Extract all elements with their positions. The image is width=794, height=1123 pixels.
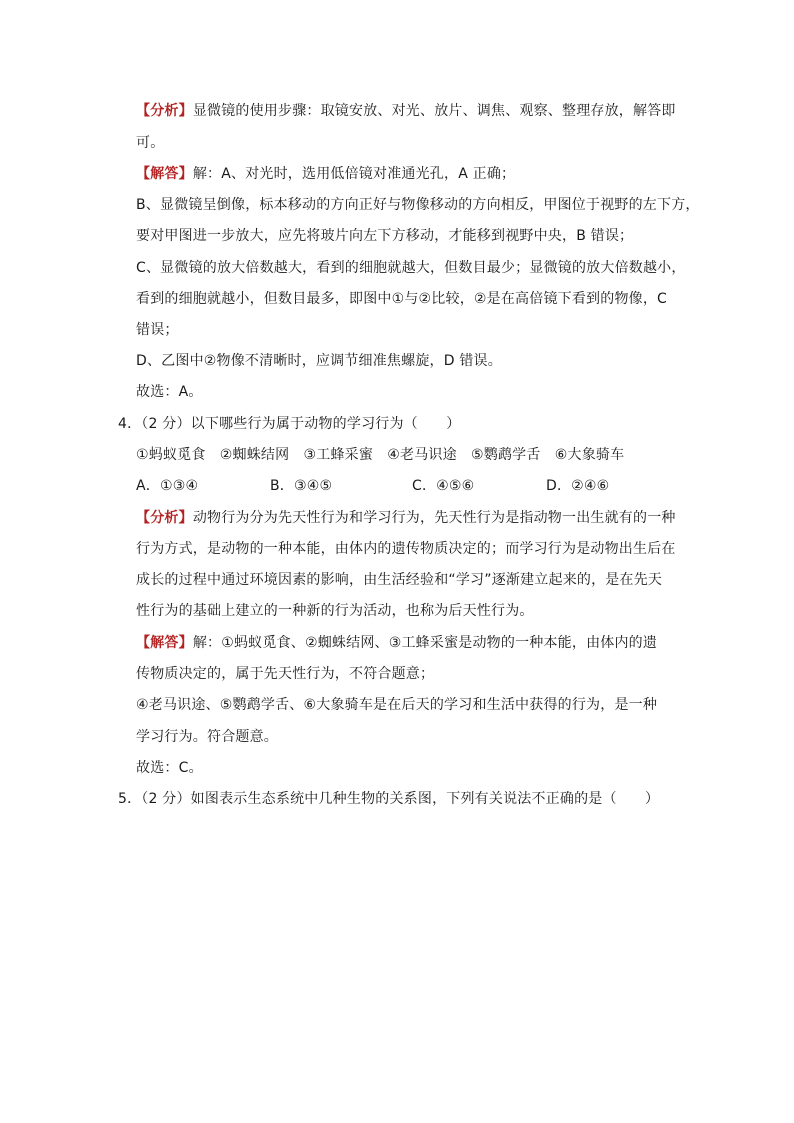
- q4-analysis-line-3: 成长的过程中通过环境因素的影响，由生活经验和“学习”逐渐建立起来的，是在先天: [136, 572, 663, 588]
- q3-answer-line-4: C、显微镜的放大倍数越大，看到的细胞就越大，但数目最少；显微镜的放大倍数越小，: [136, 260, 686, 276]
- q4-analysis-line-2: 行为方式，是动物的一种本能，由体内的遗传物质决定的；而学习行为是动物出生后在: [136, 541, 676, 557]
- q4-stem: 4．（2 分）以下哪些行为属于动物的学习行为（ ）: [118, 416, 461, 432]
- q4-analysis-text-1: 动物行为分为先天性行为和学习行为，先天性行为是指动物一出生就有的一种: [192, 510, 676, 526]
- q3-answer-line-1: [136, 164, 515, 184]
- q3-analysis-text-1: 显微镜的使用步骤：取镜安放、对光、放片、调焦、观察、整理存放，解答即: [192, 103, 676, 119]
- q4-answer-text-1: 解：①蚂蚁觅食、②蜘蛛结网、③工蜂采蜜是动物的一种本能，由体内的遗: [192, 635, 658, 651]
- q4-option-b: B．③④⑤: [270, 478, 333, 494]
- q4-option-d: D．②④⑥: [546, 478, 610, 494]
- q4-option-c: C．④⑤⑥: [412, 478, 475, 494]
- q3-analysis-tag: 【分析】: [136, 103, 193, 119]
- q4-answer-tag: 【解答】: [136, 635, 193, 651]
- q3-choice: 故选：A。: [136, 384, 203, 400]
- q3-answer-line-2: B、显微镜呈倒像，标本移动的方向正好与物像移动的方向相反，甲图位于视野的左下方，: [136, 197, 700, 213]
- q4-answer-line-2: 传物质决定的，属于先天性行为，不符合题意；: [136, 666, 435, 682]
- q3-answer-line-5: 看到的细胞就越小，但数目最多，即图中①与②比较，②是在高倍镜下看到的物像，C: [136, 291, 668, 307]
- q3-answer-text-1: 解：A、对光时，选用低倍镜对准通光孔，A 正确；: [192, 166, 516, 182]
- q4-answer-line-3: ④老马识途、⑤鹦鹉学舌、⑥大象骑车是在后天的学习和生活中获得的行为，是一种: [136, 697, 658, 713]
- q4-choice: 故选：C。: [136, 760, 203, 776]
- q4-items: ①蚂蚁觅食 ②蜘蛛结网 ③工蜂采蜜 ④老马识途 ⑤鹦鹉学舌 ⑥大象骑车: [136, 447, 625, 463]
- q5-stem: 5．（2 分）如图表示生态系统中几种生物的关系图，下列有关说法不正确的是（ ）: [118, 791, 660, 807]
- q4-analysis-tag: 【分析】: [136, 510, 193, 526]
- q3-answer-line-6: 错误；: [136, 322, 179, 338]
- q3-answer-line-7: D、乙图中②物像不清晰时，应调节细准焦螺旋，D 错误。: [136, 353, 502, 369]
- q4-analysis-line-1: [136, 508, 676, 528]
- q3-answer-line-3: 要对甲图进一步放大，应先将玻片向左下方移动，才能移到视野中央，B 错误；: [136, 228, 634, 244]
- q4-option-a: A．①③④: [136, 478, 199, 494]
- q3-answer-tag: 【解答】: [136, 166, 193, 182]
- q3-analysis-line-1: [136, 101, 676, 121]
- q4-answer-line-1: [136, 633, 657, 653]
- q4-analysis-line-4: 性行为的基础上建立的一种新的行为活动，也称为后天性行为。: [136, 603, 534, 619]
- q3-analysis-line-2: 可。: [136, 135, 165, 151]
- q4-answer-line-4: 学习行为。符合题意。: [136, 729, 278, 745]
